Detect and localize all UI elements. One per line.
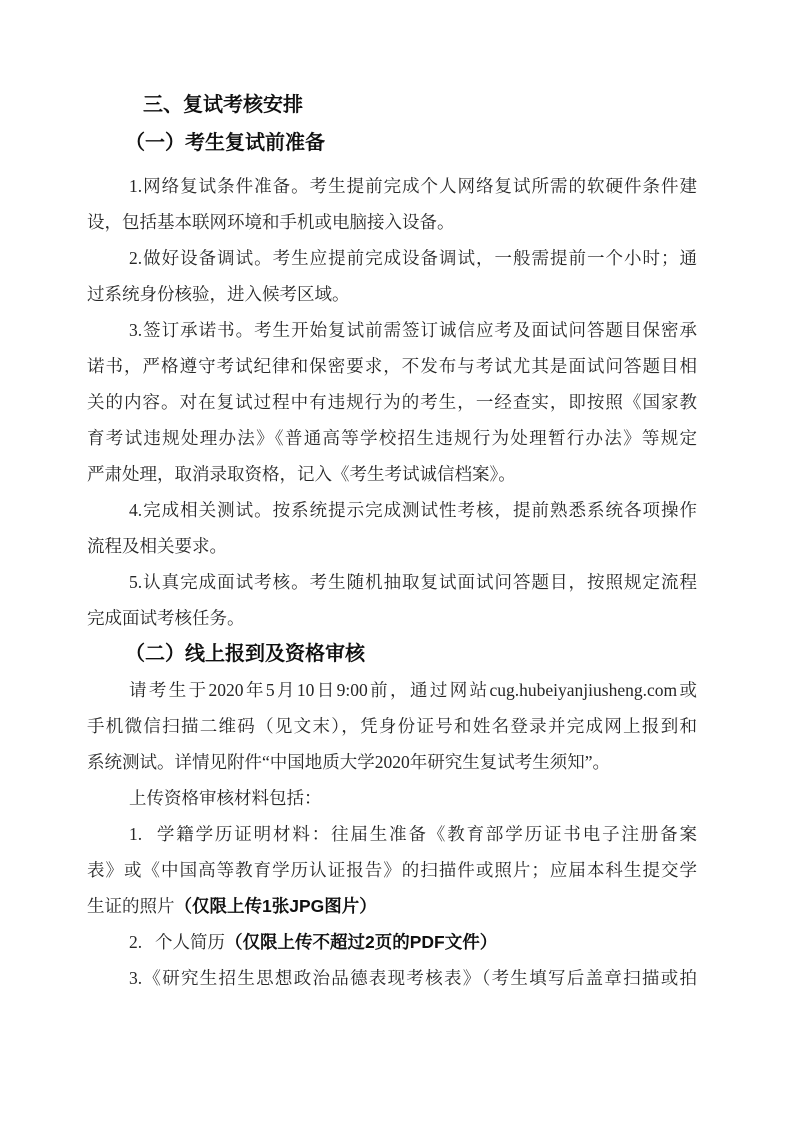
paragraph-line: 手机微信扫描二维码（见文末），凭身份证号和姓名登录并完成网上报到和 bbox=[87, 716, 697, 736]
paragraph-line: 1.网络复试条件准备。考生提前完成个人网络复试所需的软硬件条件建 bbox=[129, 176, 697, 196]
paragraph-line: 诺书，严格遵守考试纪律和保密要求，不发布与考试尤其是面试问答题目相 bbox=[87, 356, 697, 376]
upload-limit-note: （仅限上传1张JPG图片） bbox=[174, 896, 377, 916]
list-item-text: 个人简历 bbox=[155, 932, 225, 952]
paragraph-line: 严肃处理，取消录取资格，记入《考生考试诚信档案》。 bbox=[87, 464, 516, 484]
list-item bbox=[87, 816, 697, 852]
paragraph-line: 5.认真完成面试考核。考生随机抽取复试面试问答题目，按照规定流程 bbox=[129, 572, 697, 592]
paragraph-line: 育考试违规处理办法》《普通高等学校招生违规行为处理暂行办法》等规定 bbox=[87, 428, 697, 448]
paragraph-line: 完成面试考核任务。 bbox=[87, 608, 245, 628]
list-item-text: 学籍学历证明材料：往届生准备《教育部学历证书电子注册备案 bbox=[155, 824, 697, 844]
list-item-text: 生证的照片 bbox=[87, 896, 175, 916]
list-item-number: 2. bbox=[129, 932, 143, 952]
paragraph-line: 设，包括基本联网环境和手机或电脑接入设备。 bbox=[87, 212, 455, 232]
paragraph-line: 请考生于2020年5月10日9:00前，通过网站cug.hubeiyanjiusheng.com或 bbox=[129, 680, 697, 700]
subsection-heading-registration: （二）线上报到及资格审核 bbox=[125, 643, 365, 665]
upload-limit-note: （仅限上传不超过2页的PDF文件） bbox=[225, 932, 498, 952]
list-item: 3.《研究生招生思想政治品德表现考核表》（考生填写后盖章扫描或拍 bbox=[129, 968, 697, 988]
paragraph-line: 关的内容。对在复试过程中有违规行为的考生，一经查实，即按照《国家教 bbox=[87, 392, 697, 412]
section-heading: 三、复试考核安排 bbox=[143, 94, 303, 116]
list-item-continuation bbox=[87, 888, 697, 924]
document-body bbox=[87, 168, 697, 996]
paragraph-line: 4.完成相关测试。按系统提示完成测试性考核，提前熟悉系统各项操作 bbox=[129, 500, 697, 520]
list-item-number: 1. bbox=[129, 824, 143, 844]
materials-intro-line: 上传资格审核材料包括： bbox=[129, 788, 322, 808]
paragraph-line: 流程及相关要求。 bbox=[87, 536, 227, 556]
list-item-continuation: 表》或《中国高等教育学历认证报告》的扫描件或照片；应届本科生提交学 bbox=[87, 860, 697, 880]
paragraph-line: 3.签订承诺书。考生开始复试前需签订诚信应考及面试问答题目保密承 bbox=[129, 320, 697, 340]
paragraph-line: 过系统身份核验，进入候考区域。 bbox=[87, 284, 350, 304]
list-item bbox=[87, 924, 697, 960]
subsection-heading-prep: （一）考生复试前准备 bbox=[125, 132, 325, 154]
paragraph-line: 系统测试。详情见附件“中国地质大学2020年研究生复试考生须知”。 bbox=[87, 752, 611, 772]
paragraph-line: 2.做好设备调试。考生应提前完成设备调试，一般需提前一个小时；通 bbox=[129, 248, 697, 268]
